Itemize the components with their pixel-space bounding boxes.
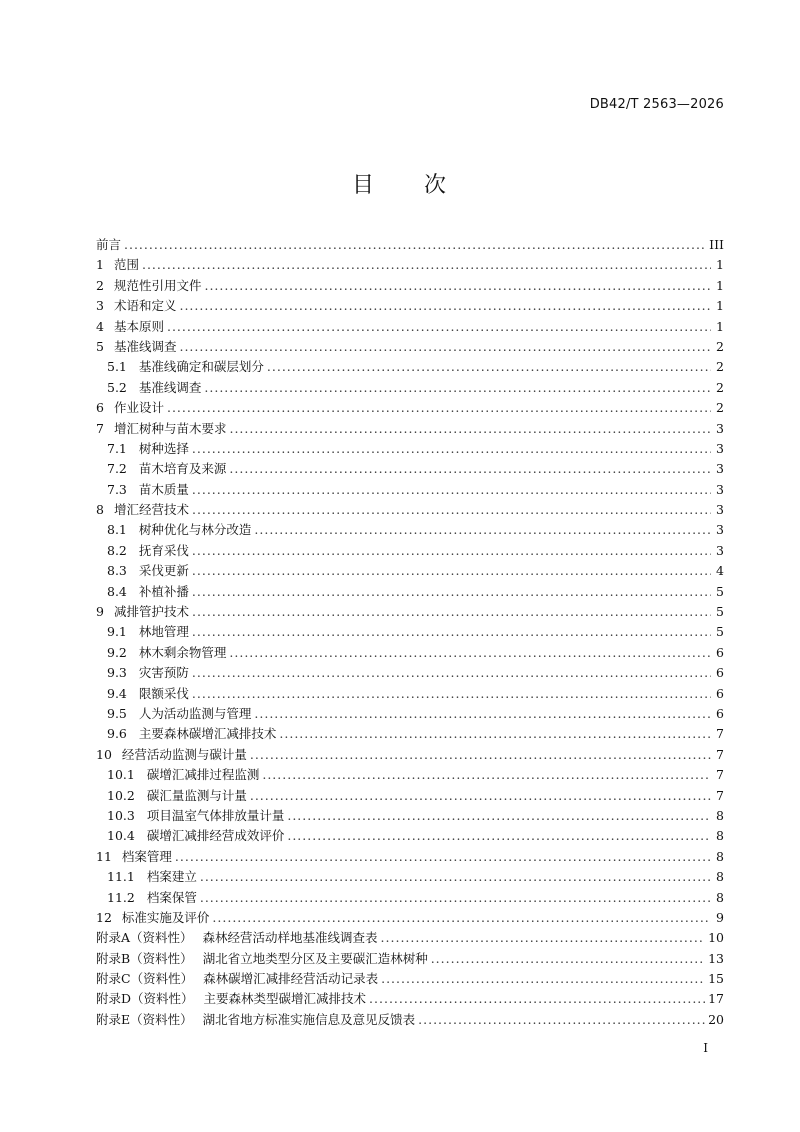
- toc-entry-label: 人为活动监测与管理: [138, 705, 252, 721]
- toc-dot-leader: [192, 663, 711, 683]
- toc-entry-number: 7.3: [107, 481, 127, 497]
- toc-entry[interactable]: [96, 847, 724, 867]
- toc-dot-leader: [192, 602, 711, 622]
- toc-entry-label: 森林经营活动样地基准线调查表: [202, 930, 378, 946]
- toc-entry-label: 档案管理: [121, 848, 172, 864]
- toc-entry-label: 减排管护技术: [113, 604, 189, 620]
- toc-entry-page: 5: [716, 624, 724, 640]
- toc-entry-number: 11.2: [107, 889, 135, 905]
- toc-entry-label: 增汇树种与苗木要求: [113, 420, 227, 436]
- toc-dot-leader: [200, 888, 711, 908]
- toc-dot-leader: [229, 643, 711, 663]
- toc-entry[interactable]: [96, 541, 724, 561]
- toc-entry[interactable]: [96, 928, 724, 948]
- toc-entry-number: 8: [96, 502, 104, 518]
- toc-entry-page: 3: [716, 440, 724, 456]
- toc-entry-label: 基本原则: [113, 318, 164, 334]
- toc-entry[interactable]: [96, 724, 724, 744]
- toc-entry[interactable]: [96, 500, 724, 520]
- toc-entry-label: 基准线调查: [113, 338, 177, 354]
- toc-entry-label: 碳增汇减排过程监测: [146, 767, 260, 783]
- toc-entry-page: 15: [708, 971, 724, 987]
- toc-entry-page: 3: [716, 481, 724, 497]
- toc-entry-number: 9.1: [107, 624, 127, 640]
- toc-entry-label: 林地管理: [138, 624, 189, 640]
- toc-entry-label: 增汇经营技术: [113, 502, 189, 518]
- toc-entry-page: 9: [716, 909, 724, 925]
- toc-entry-label: 档案保管: [146, 889, 197, 905]
- toc-dot-leader: [200, 867, 711, 887]
- page-number: I: [703, 1041, 708, 1055]
- toc-dot-leader: [229, 459, 711, 479]
- toc-entry-page: 2: [716, 338, 724, 354]
- toc-entry-label: 作业设计: [113, 400, 164, 416]
- toc-entry[interactable]: [96, 419, 724, 439]
- toc-entry-page: 3: [716, 461, 724, 477]
- toc-dot-leader: [192, 561, 711, 581]
- toc-entry-number: 11: [96, 848, 112, 864]
- toc-entry[interactable]: [96, 643, 724, 663]
- toc-entry[interactable]: [96, 888, 724, 908]
- toc-entry-number: 7.1: [107, 440, 127, 456]
- toc-entry-number: 7: [96, 420, 104, 436]
- toc-dot-leader: [192, 480, 711, 500]
- toc-dot-leader: [212, 908, 711, 928]
- toc-entry-page: 20: [708, 1011, 724, 1027]
- toc-entry[interactable]: [96, 786, 724, 806]
- toc-entry-page: 13: [708, 950, 724, 966]
- toc-entry-number: 4: [96, 318, 104, 334]
- toc-entry[interactable]: [96, 908, 724, 928]
- toc-entry-label: 限额采伐: [138, 685, 189, 701]
- toc-entry-label: 林木剩余物管理: [138, 644, 227, 660]
- toc-dot-leader: [192, 500, 711, 520]
- toc-entry-label: 项目温室气体排放量计量: [146, 807, 285, 823]
- toc-dot-leader: [381, 969, 705, 989]
- toc-entry[interactable]: [96, 520, 724, 540]
- toc-entry-number: 6: [96, 400, 104, 416]
- toc-entry-page: 6: [716, 685, 724, 701]
- toc-entry-page: 2: [716, 379, 724, 395]
- toc-dot-leader: [167, 398, 711, 418]
- toc-entry[interactable]: [96, 582, 724, 602]
- toc-entry-page: 2: [716, 359, 724, 375]
- toc-entry-label: 碳增汇减排经营成效评价: [146, 828, 285, 844]
- toc-entry-page: 7: [716, 767, 724, 783]
- page-title-char-1: 目: [351, 173, 376, 198]
- toc-entry-number: 10: [96, 746, 112, 762]
- toc-entry-label: 苗木质量: [138, 481, 189, 497]
- toc-dot-leader: [192, 684, 711, 704]
- toc-entry-number: 12: [96, 909, 112, 925]
- toc-entry-label: 基准线确定和碳层划分: [138, 359, 264, 375]
- toc-entry[interactable]: [96, 317, 724, 337]
- toc-entry-number: 10.3: [107, 807, 135, 823]
- toc-entry-number: 9.4: [107, 685, 127, 701]
- toc-entry[interactable]: [96, 989, 724, 1009]
- toc-entry-label: 基准线调查: [138, 379, 202, 395]
- toc-entry-number: 5.2: [107, 379, 127, 395]
- toc-entry-page: 8: [716, 869, 724, 885]
- toc-entry-label: 主要森林类型碳增汇减排技术: [203, 991, 367, 1007]
- toc-entry[interactable]: [96, 255, 724, 275]
- toc-entry-page: 8: [716, 828, 724, 844]
- toc-entry-number: 5: [96, 338, 104, 354]
- toc-entry-label: 标准实施及评价: [121, 909, 210, 925]
- toc-dot-leader: [250, 786, 711, 806]
- toc-entry-page: 3: [716, 420, 724, 436]
- toc-entry-label: 湖北省地方标准实施信息及意见反馈表: [202, 1011, 416, 1027]
- toc-entry-page: 6: [716, 665, 724, 681]
- toc-entry[interactable]: [96, 276, 724, 296]
- toc-entry-page: 3: [716, 522, 724, 538]
- toc-entry-number: 2: [96, 277, 104, 293]
- toc-entry[interactable]: [96, 765, 724, 785]
- toc-entry-page: 8: [716, 848, 724, 864]
- toc-entry-label: 经营活动监测与碳计量: [121, 746, 247, 762]
- toc-dot-leader: [179, 296, 711, 316]
- toc-entry-number: 10.1: [107, 767, 135, 783]
- toc-entry-number: 附录A（资料性）: [96, 930, 193, 946]
- toc-dot-leader: [229, 419, 711, 439]
- toc-entry[interactable]: [96, 459, 724, 479]
- toc-entry-page: 7: [716, 726, 724, 742]
- toc-entry-number: 8.3: [107, 563, 127, 579]
- toc-entry[interactable]: [96, 378, 724, 398]
- toc-entry-number: 附录E（资料性）: [96, 1011, 193, 1027]
- toc-entry-label: 树种选择: [138, 440, 189, 456]
- toc-entry[interactable]: [96, 806, 724, 826]
- toc-entry[interactable]: [96, 745, 724, 765]
- toc-entry[interactable]: [96, 826, 724, 846]
- toc-entry[interactable]: [96, 439, 724, 459]
- toc-entry-number: 11.1: [107, 869, 135, 885]
- toc-entry-number: 9: [96, 604, 104, 620]
- toc-entry-label: 范围: [113, 257, 139, 273]
- toc-dot-leader: [142, 255, 711, 275]
- toc-dot-leader: [175, 847, 711, 867]
- toc-dot-leader: [167, 317, 711, 337]
- toc-entry-number: 8.2: [107, 542, 127, 558]
- page-title: [0, 168, 800, 199]
- table-of-contents: [96, 235, 724, 1030]
- toc-entry-label: 档案建立: [146, 869, 197, 885]
- toc-dot-leader: [192, 541, 711, 561]
- toc-entry[interactable]: [96, 235, 724, 255]
- toc-entry-page: 8: [716, 889, 724, 905]
- toc-dot-leader: [254, 704, 711, 724]
- toc-entry[interactable]: [96, 663, 724, 683]
- toc-entry-number: 1: [96, 257, 104, 273]
- toc-entry-number: 9.3: [107, 665, 127, 681]
- toc-entry-page: 7: [716, 787, 724, 803]
- toc-entry-label: 主要森林碳增汇减排技术: [138, 726, 277, 742]
- toc-entry-number: 8.4: [107, 583, 127, 599]
- page-title-char-2: 次: [424, 173, 449, 198]
- toc-entry[interactable]: [96, 867, 724, 887]
- toc-entry-page: 1: [716, 277, 724, 293]
- toc-entry-page: III: [709, 237, 724, 252]
- toc-dot-leader: [192, 622, 711, 642]
- toc-entry-label: 规范性引用文件: [113, 277, 202, 293]
- toc-dot-leader: [381, 928, 706, 948]
- toc-entry[interactable]: [96, 949, 724, 969]
- toc-dot-leader: [267, 357, 711, 377]
- toc-entry-number: 附录D（资料性）: [96, 991, 194, 1007]
- toc-dot-leader: [418, 1010, 705, 1030]
- toc-entry[interactable]: [96, 398, 724, 418]
- toc-entry[interactable]: [96, 480, 724, 500]
- toc-entry[interactable]: [96, 1010, 724, 1030]
- toc-entry-page: 3: [716, 502, 724, 518]
- toc-entry[interactable]: [96, 561, 724, 581]
- toc-entry-number: 3: [96, 298, 104, 314]
- toc-entry-number: 附录B（资料性）: [96, 950, 193, 966]
- toc-entry-label: 湖北省立地类型分区及主要碳汇造林树种: [202, 950, 428, 966]
- toc-entry-page: 2: [716, 400, 724, 416]
- toc-entry-page: 17: [708, 991, 724, 1007]
- toc-entry[interactable]: [96, 684, 724, 704]
- toc-dot-leader: [287, 806, 711, 826]
- toc-entry-page: 1: [716, 257, 724, 273]
- toc-entry-label: 森林碳增汇减排经营活动记录表: [203, 971, 379, 987]
- toc-entry[interactable]: [96, 602, 724, 622]
- toc-entry-page: 7: [716, 746, 724, 762]
- toc-entry-number: 10.4: [107, 828, 135, 844]
- toc-entry-page: 3: [716, 542, 724, 558]
- toc-entry-label: 抚育采伐: [138, 542, 189, 558]
- toc-dot-leader: [369, 989, 705, 1009]
- toc-dot-leader: [204, 378, 711, 398]
- toc-entry-page: 1: [716, 318, 724, 334]
- toc-dot-leader: [431, 949, 705, 969]
- toc-entry[interactable]: [96, 704, 724, 724]
- toc-entry[interactable]: [96, 969, 724, 989]
- document-code: DB42/T 2563—2026: [589, 97, 724, 112]
- toc-entry-label: 前言: [96, 237, 122, 252]
- toc-entry-number: 附录C（资料性）: [96, 971, 194, 987]
- toc-entry-label: 术语和定义: [113, 298, 177, 314]
- toc-entry-page: 4: [716, 563, 724, 579]
- toc-entry-label: 灾害预防: [138, 665, 189, 681]
- toc-dot-leader: [287, 826, 711, 846]
- toc-entry-number: 10.2: [107, 787, 135, 803]
- toc-entry[interactable]: [96, 622, 724, 642]
- toc-entry-page: 8: [716, 807, 724, 823]
- toc-dot-leader: [124, 235, 706, 255]
- toc-entry-label: 苗木培育及来源: [138, 461, 227, 477]
- toc-dot-leader: [192, 439, 711, 459]
- toc-entry-label: 补植补播: [138, 583, 189, 599]
- toc-entry-page: 5: [716, 604, 724, 620]
- toc-dot-leader: [279, 724, 711, 744]
- toc-entry[interactable]: [96, 357, 724, 377]
- toc-entry-number: 5.1: [107, 359, 127, 375]
- toc-dot-leader: [179, 337, 711, 357]
- toc-entry-page: 5: [716, 583, 724, 599]
- toc-entry-label: 采伐更新: [138, 563, 189, 579]
- toc-entry-page: 1: [716, 298, 724, 314]
- toc-entry-label: 树种优化与林分改造: [138, 522, 252, 538]
- toc-dot-leader: [250, 745, 711, 765]
- toc-dot-leader: [254, 520, 711, 540]
- toc-entry[interactable]: [96, 296, 724, 316]
- toc-entry-page: 6: [716, 644, 724, 660]
- toc-entry-page: 6: [716, 705, 724, 721]
- toc-entry-number: 7.2: [107, 461, 127, 477]
- toc-entry-page: 10: [708, 930, 724, 946]
- toc-dot-leader: [262, 765, 711, 785]
- toc-dot-leader: [192, 582, 711, 602]
- toc-entry-number: 9.2: [107, 644, 127, 660]
- toc-entry-number: 8.1: [107, 522, 127, 538]
- toc-dot-leader: [204, 276, 711, 296]
- toc-entry-number: 9.5: [107, 705, 127, 721]
- toc-entry-number: 9.6: [107, 726, 127, 742]
- toc-entry-label: 碳汇量监测与计量: [146, 787, 247, 803]
- toc-entry[interactable]: [96, 337, 724, 357]
